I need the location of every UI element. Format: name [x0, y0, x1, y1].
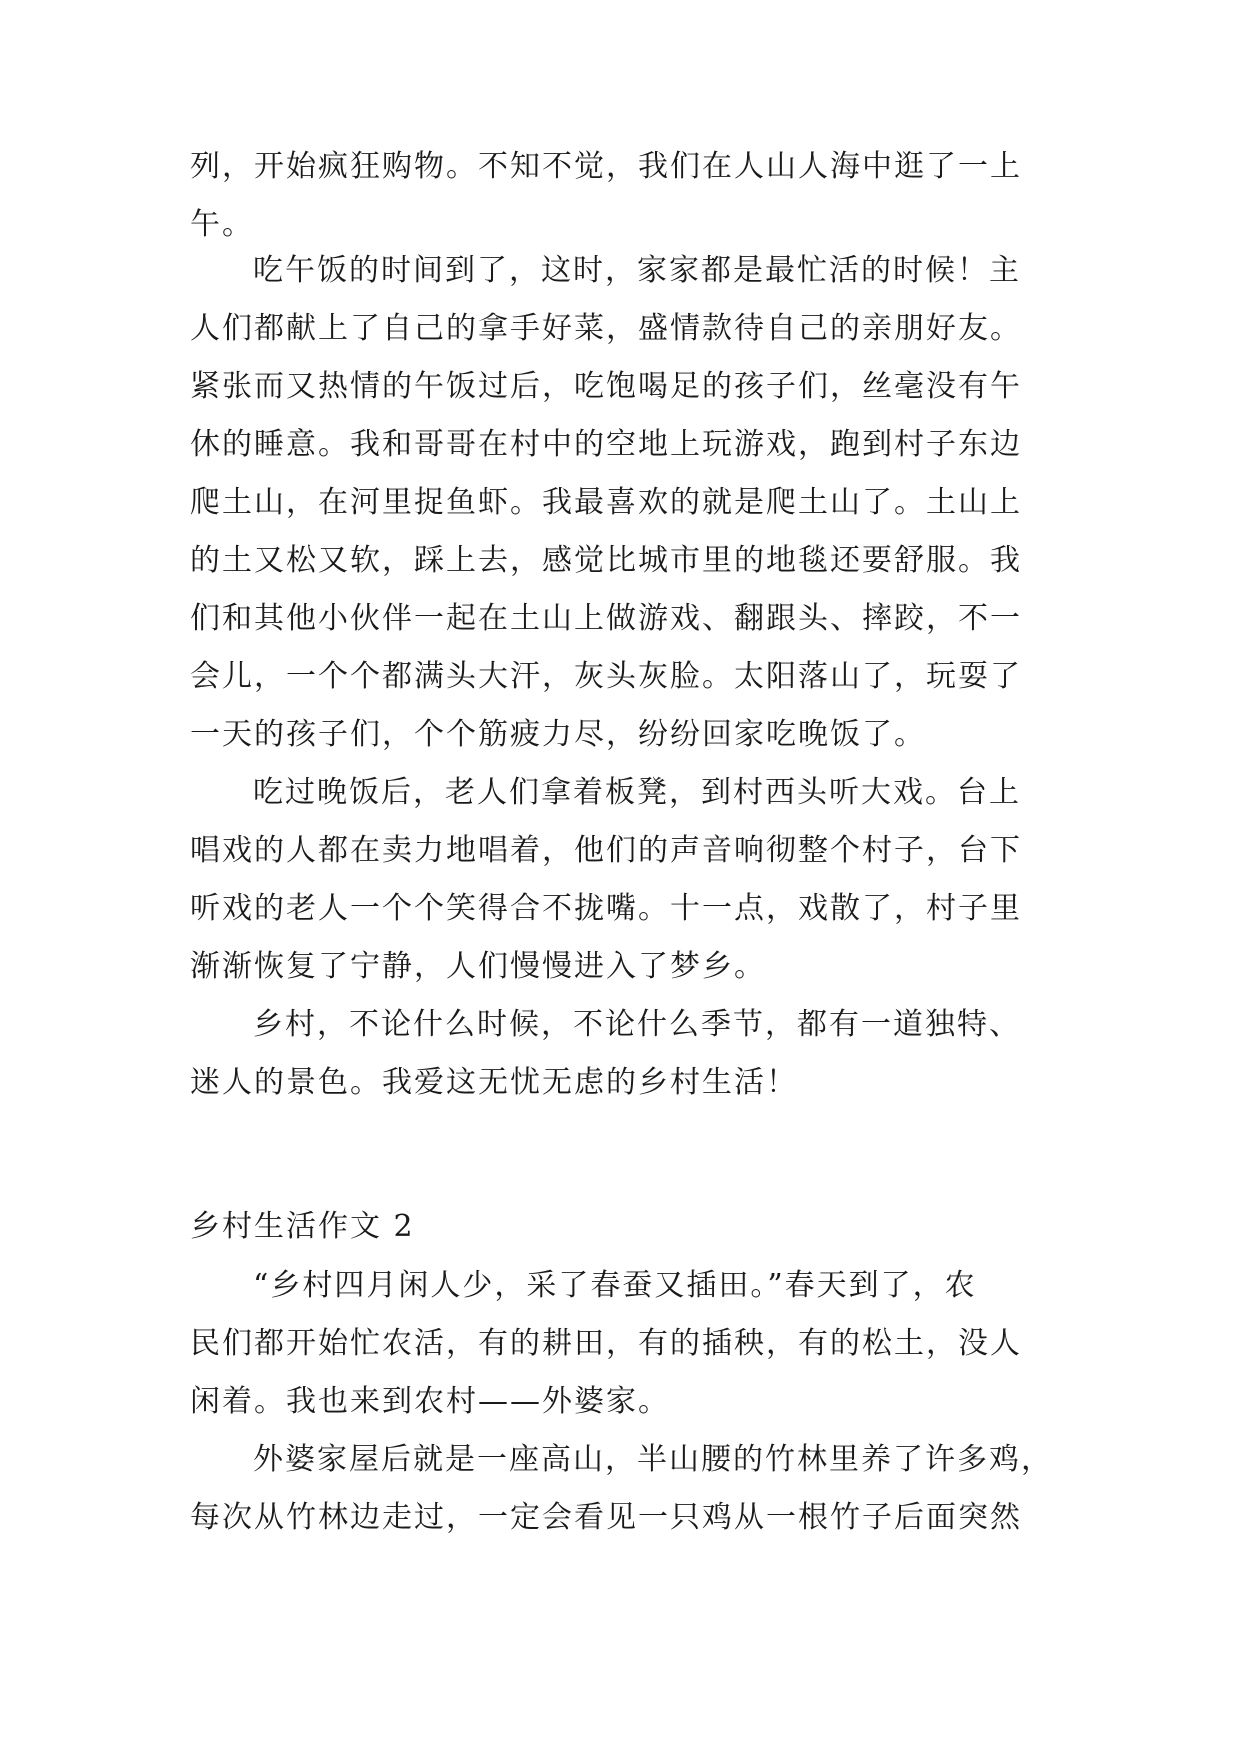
paragraph-continued — [190, 138, 1070, 254]
text-line: 民们都开始忙农活，有的耕田，有的插秧，有的松土，没人 — [190, 1326, 1022, 1361]
paragraph-grandma-house — [190, 1431, 1070, 1547]
text-line: 列，开始疯狂购物。不知不觉，我们在人山人海中逛了一上 — [190, 149, 1022, 184]
text-line: 渐渐恢复了宁静，人们慢慢进入了梦乡。 — [190, 949, 766, 984]
paragraph-conclusion — [190, 996, 1070, 1112]
text-line: 外婆家屋后就是一座高山，半山腰的竹林里养了许多鸡， — [253, 1442, 1053, 1477]
text-line: 休的睡意。我和哥哥在村中的空地上玩游戏，跑到村子东边 — [190, 427, 1022, 462]
text-line: 吃午饭的时间到了，这时，家家都是最忙活的时候！主 — [253, 253, 1021, 288]
text-line: 吃过晚饭后，老人们拿着板凳，到村西头听大戏。台上 — [253, 775, 1021, 810]
text-line: 闲着。我也来到农村——外婆家。 — [190, 1384, 670, 1419]
section-heading: 乡村生活作文 2 — [190, 1209, 415, 1244]
text-line: 午。 — [190, 207, 254, 242]
text-line: 会儿，一个个都满头大汗，灰头灰脸。太阳落山了，玩耍了 — [190, 659, 1022, 694]
text-line: 人们都献上了自己的拿手好菜，盛情款待自己的亲朋好友。 — [190, 311, 1022, 346]
text-line: 听戏的老人一个个笑得合不拢嘴。十一点，戏散了，村子里 — [190, 891, 1022, 926]
text-line: 们和其他小伙伴一起在土山上做游戏、翻跟头、摔跤，不一 — [190, 601, 1022, 636]
text-line: 乡村，不论什么时候，不论什么季节，都有一道独特、 — [253, 1007, 1021, 1042]
text-line: 的土又松又软，踩上去，感觉比城市里的地毯还要舒服。我 — [190, 543, 1022, 578]
paragraph-evening — [190, 764, 1070, 996]
text-line: “乡村四月闲人少，采了春蚕又插田。”春天到了，农 — [253, 1268, 977, 1303]
text-line: 紧张而又热情的午饭过后，吃饱喝足的孩子们，丝毫没有午 — [190, 369, 1022, 404]
text-line: 唱戏的人都在卖力地唱着，他们的声音响彻整个村子，台下 — [190, 833, 1022, 868]
paragraph-lunch — [190, 242, 1070, 764]
paragraph-spring — [190, 1257, 1070, 1431]
text-line: 每次从竹林边走过，一定会看见一只鸡从一根竹子后面突然 — [190, 1500, 1022, 1535]
text-line: 迷人的景色。我爱这无忧无虑的乡村生活！ — [190, 1065, 798, 1100]
text-line: 一天的孩子们，个个筋疲力尽，纷纷回家吃晚饭了。 — [190, 717, 926, 752]
text-line: 爬土山，在河里捉鱼虾。我最喜欢的就是爬土山了。土山上 — [190, 485, 1022, 520]
